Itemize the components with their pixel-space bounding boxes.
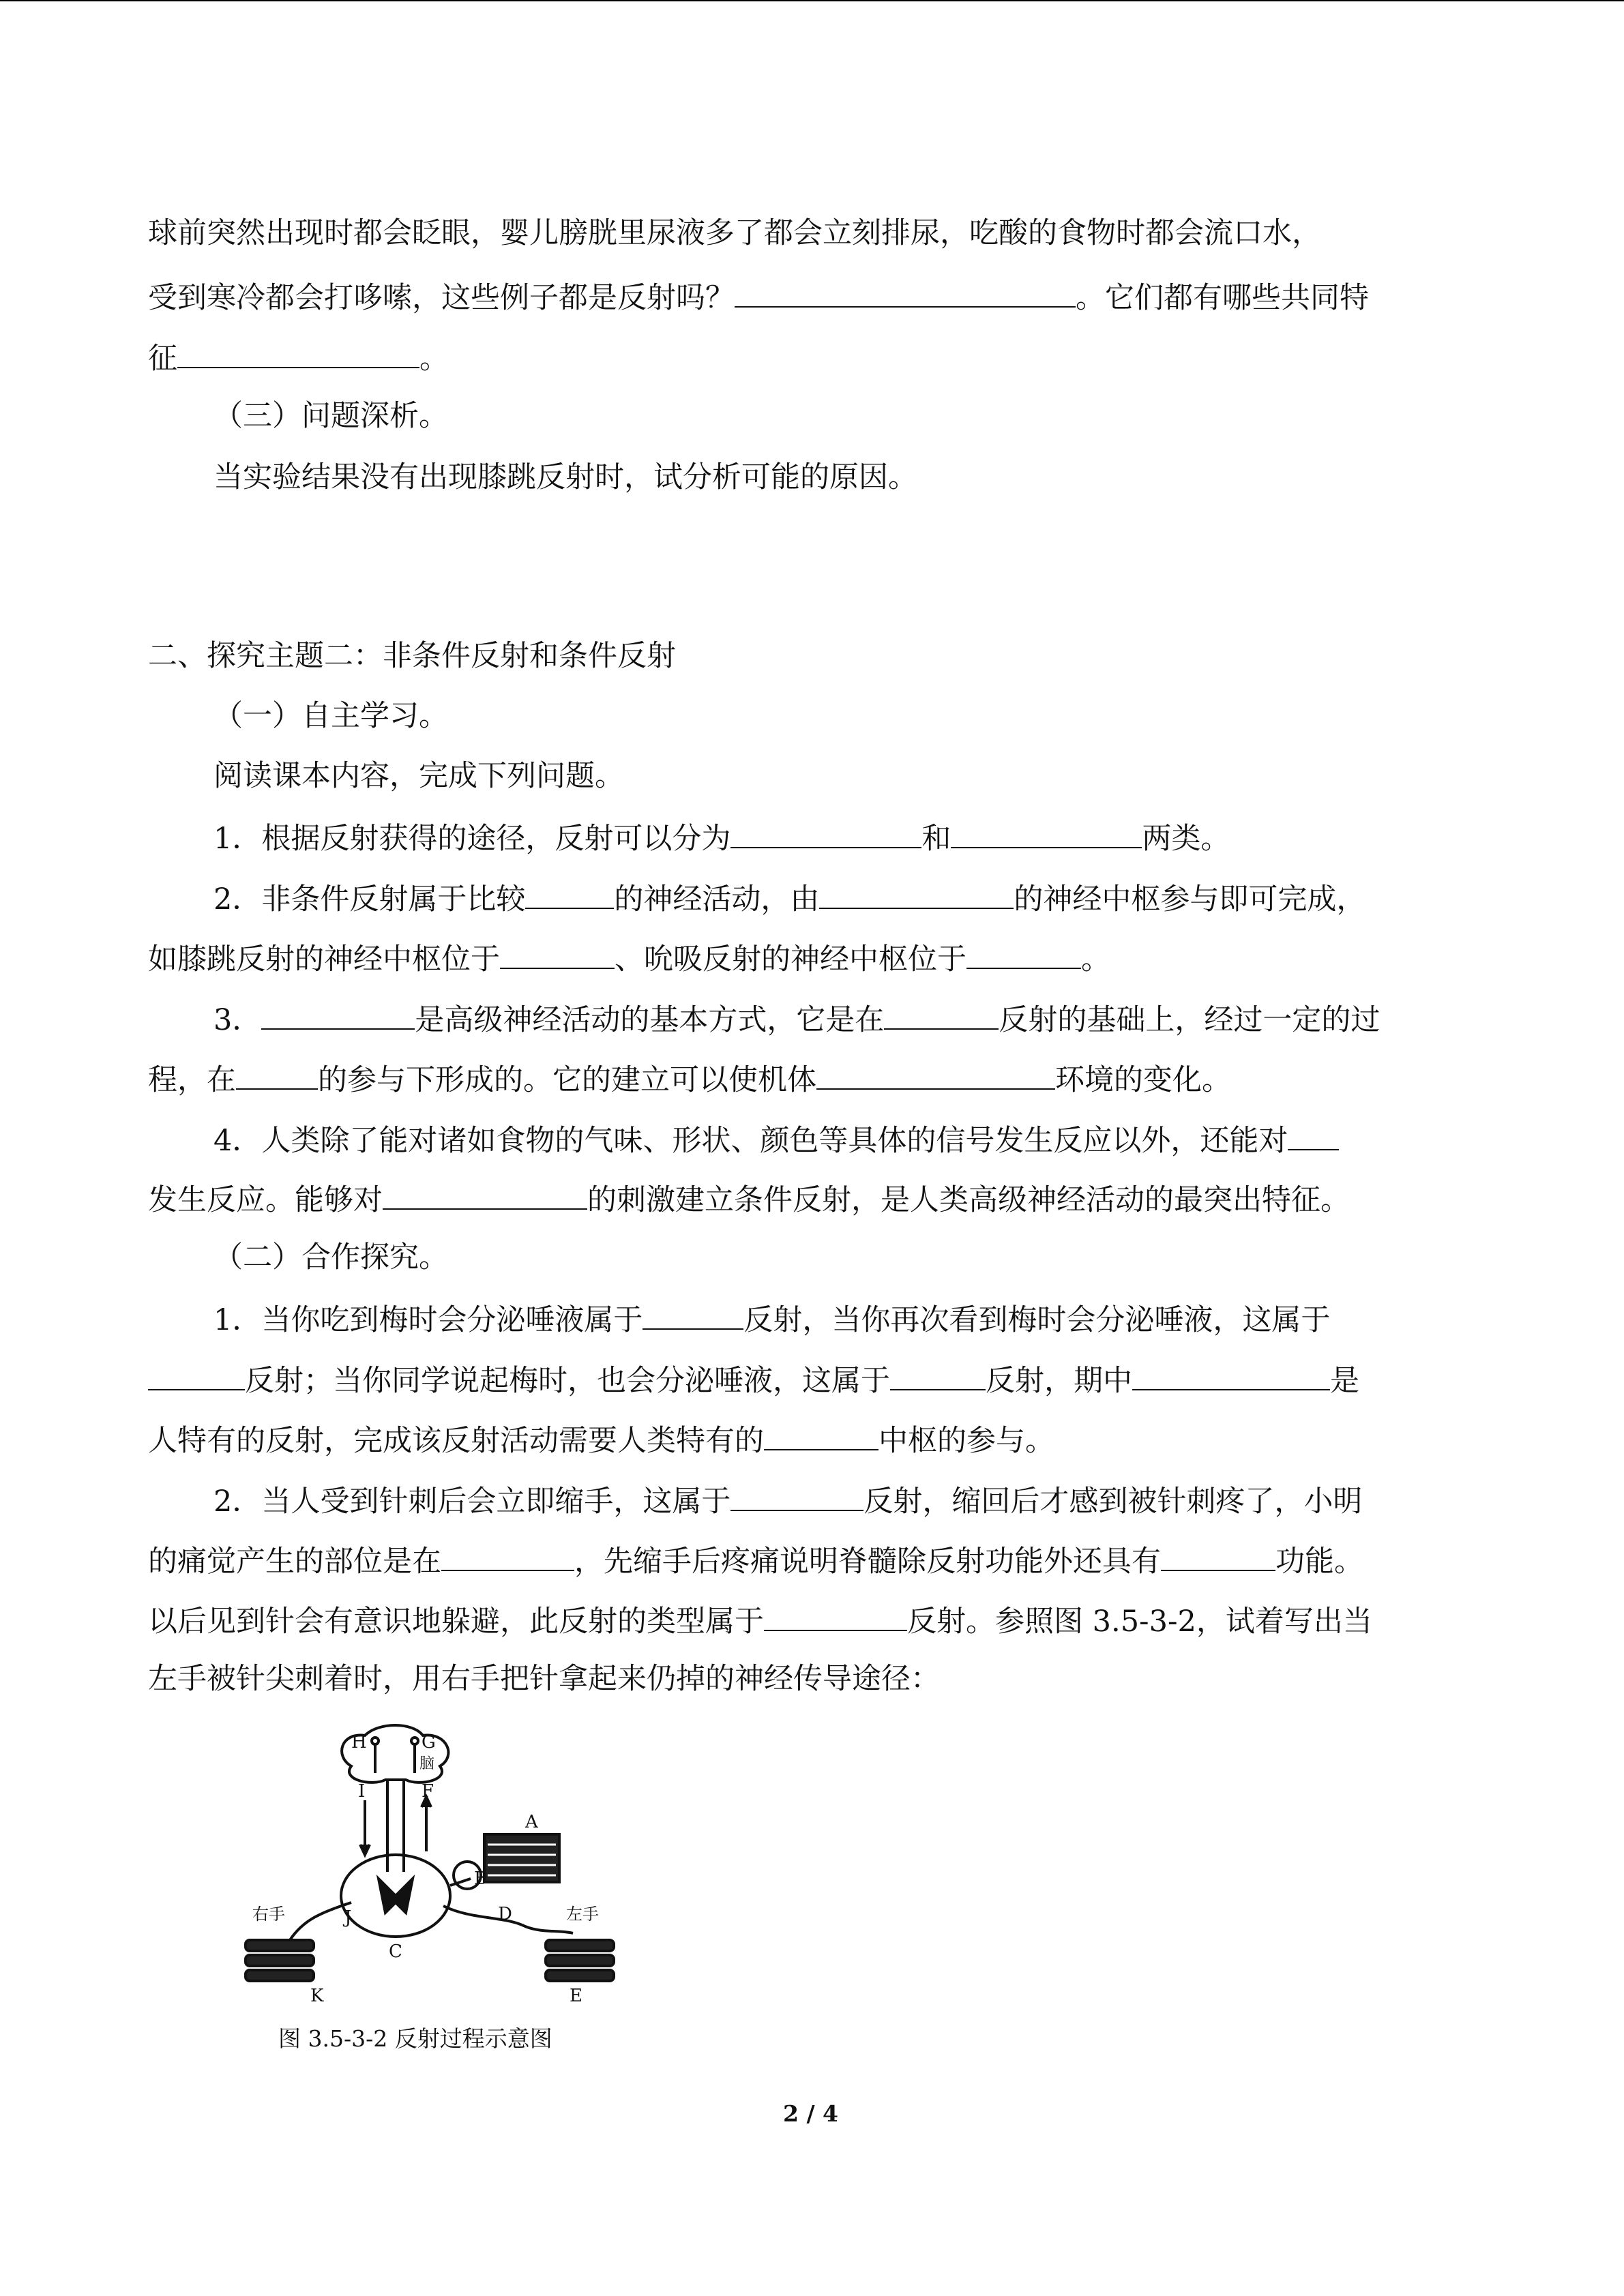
arrow-i-head: [360, 1845, 370, 1855]
label-g: G: [422, 1732, 436, 1753]
page-number: 2 / 4: [783, 2100, 838, 2127]
text: 1．根据反射获得的途径，反射可以分为: [213, 822, 731, 856]
paragraph-line: [213, 756, 1544, 796]
nerve-j: [290, 1903, 351, 1940]
question-3-cont: [148, 1057, 1478, 1101]
label-h: H: [351, 1732, 367, 1753]
reflex-diagram: [239, 1715, 648, 2029]
answer-blank[interactable]: [1288, 1118, 1339, 1150]
answer-blank[interactable]: [236, 1057, 318, 1090]
coop-question-1-cont: [148, 1358, 1478, 1401]
text: 左手被针尖刺着时，用右手把针拿起来仍掉的神经传导途径：: [148, 1662, 940, 1696]
question-4: [213, 1118, 1544, 1161]
text: 反射，当你再次看到梅时会分泌唾液，这属于: [743, 1303, 1331, 1337]
label-e: E: [570, 1986, 582, 2006]
answer-blank[interactable]: [261, 997, 415, 1030]
figure-caption: 图 3.5-3-2 反射过程示意图: [278, 2025, 552, 2052]
coop-question-1: [213, 1297, 1544, 1341]
text: （二）合作探究。: [213, 1240, 448, 1274]
question-2: [213, 876, 1544, 920]
text: 2．当人受到针刺后会立即缩手，这属于: [213, 1485, 731, 1519]
label-j: J: [344, 1907, 352, 1928]
answer-blank[interactable]: [735, 275, 1076, 308]
text: 发生反应。能够对: [148, 1183, 383, 1217]
text: 的参与下形成的。它的建立可以使机体: [318, 1063, 816, 1097]
text: 3．: [213, 1003, 262, 1037]
text: 中枢的参与。: [879, 1424, 1054, 1458]
text: 当实验结果没有出现膝跳反射时，试分析可能的原因。: [213, 460, 917, 494]
text: ，先缩手后疼痛说明脊髓除反射功能外还具有: [574, 1545, 1161, 1579]
text: 的神经活动，由: [614, 882, 820, 916]
answer-blank[interactable]: [816, 1057, 1055, 1090]
neuron-node: [372, 1738, 379, 1744]
text: 球前突然出现时都会眨眼，婴儿膀胱里尿液多了都会立刻排尿，吃酸的食物时都会流口水，: [148, 216, 1321, 250]
question-4-cont: [148, 1177, 1478, 1221]
text: 2．非条件反射属于比较: [213, 882, 526, 916]
text: 阅读课本内容，完成下列问题。: [213, 759, 624, 793]
text: 功能。: [1275, 1545, 1363, 1579]
answer-blank[interactable]: [643, 1297, 743, 1330]
grey-matter: [379, 1879, 413, 1913]
label-k: K: [310, 1986, 324, 2006]
label-i: I: [358, 1781, 366, 1802]
text: 以后见到针会有意识地躲避，此反射的类型属于: [148, 1605, 764, 1639]
label-d: D: [498, 1904, 512, 1924]
text: （一）自主学习。: [213, 699, 448, 733]
neuron-node: [411, 1738, 418, 1744]
text: 是: [1330, 1364, 1359, 1398]
text: 二、探究主题二：非条件反射和条件反射: [148, 639, 676, 673]
label-left-hand: 左手: [566, 1905, 599, 1924]
text: 的神经中枢参与即可完成，: [1014, 882, 1366, 916]
right-hand-k: [246, 1940, 314, 1981]
top-border: [0, 0, 1624, 1]
answer-blank[interactable]: [525, 876, 614, 909]
text: 环境的变化。: [1055, 1063, 1231, 1097]
coop-question-2-cont: [148, 1598, 1478, 1642]
label-b: B: [474, 1868, 488, 1889]
answer-blank[interactable]: [890, 1358, 986, 1390]
question-3: [213, 997, 1544, 1041]
question-2-cont: [148, 936, 1478, 980]
question-1: [213, 816, 1544, 859]
text: 、吮吸反射的神经中枢位于: [615, 942, 966, 976]
coop-question-1-cont: [148, 1418, 1478, 1461]
label-a: A: [525, 1812, 538, 1832]
text: 程，在: [148, 1063, 236, 1097]
answer-blank[interactable]: [764, 1418, 879, 1450]
text: 4．人类除了能对诸如食物的气味、形状、颜色等具体的信号发生反应以外，还能对: [213, 1124, 1288, 1158]
paragraph-line: [213, 457, 1544, 498]
text: 的刺激建立条件反射，是人类高级神经活动的最突出特征。: [587, 1183, 1350, 1217]
paragraph-line: [148, 275, 1478, 318]
answer-blank[interactable]: [177, 336, 419, 368]
answer-blank[interactable]: [1161, 1538, 1275, 1571]
text: 人特有的反射，完成该反射活动需要人类特有的: [148, 1424, 764, 1458]
text: 。: [1081, 942, 1110, 976]
coop-question-2: [213, 1478, 1544, 1522]
text: 是高级神经活动的基本方式，它是在: [415, 1003, 885, 1037]
text: 1．当你吃到梅时会分泌唾液属于: [213, 1303, 643, 1337]
answer-blank[interactable]: [730, 1478, 863, 1511]
answer-blank[interactable]: [383, 1177, 587, 1210]
section-heading: [213, 1237, 1544, 1278]
paragraph-line: [148, 213, 1478, 254]
text: （三）问题深析。: [213, 399, 448, 433]
text: 和: [921, 822, 951, 856]
answer-blank[interactable]: [441, 1538, 574, 1571]
spinal-cord: [387, 1780, 404, 1872]
answer-blank[interactable]: [884, 997, 999, 1030]
answer-blank[interactable]: [1132, 1358, 1330, 1390]
answer-blank[interactable]: [500, 936, 615, 969]
text: 反射的基础上，经过一定的过: [999, 1003, 1381, 1037]
text: 。它们都有哪些共同特: [1076, 281, 1369, 315]
text: 。: [419, 342, 449, 376]
text: 反射，缩回后才感到被针刺疼了，小明: [863, 1485, 1363, 1519]
section-heading: [148, 636, 1478, 676]
text: 反射；当你同学说起梅时，也会分泌唾液，这属于: [245, 1364, 890, 1398]
text: 反射，期中: [986, 1364, 1132, 1398]
label-c: C: [389, 1941, 402, 1962]
text: 如膝跳反射的神经中枢位于: [148, 942, 500, 976]
text: 征: [148, 342, 177, 376]
text: 两类。: [1142, 822, 1230, 856]
label-f: F: [422, 1781, 434, 1802]
answer-blank[interactable]: [730, 816, 921, 848]
answer-blank[interactable]: [148, 1358, 245, 1390]
section-heading: [213, 696, 1544, 736]
paragraph-line: [148, 336, 1478, 379]
answer-blank[interactable]: [951, 816, 1142, 848]
answer-blank[interactable]: [819, 876, 1014, 909]
answer-blank[interactable]: [966, 936, 1081, 969]
answer-blank[interactable]: [764, 1598, 907, 1631]
text: 受到寒冷都会打哆嗦，这些例子都是反射吗？: [148, 281, 735, 315]
label-right-hand: 右手: [252, 1905, 285, 1924]
label-brain: 脑: [419, 1755, 435, 1772]
text: 反射。参照图 3.5-3-2，试着写出当: [907, 1605, 1372, 1639]
left-hand-e: [546, 1940, 614, 1981]
coop-question-2-cont: [148, 1538, 1478, 1582]
coop-question-2-cont: [148, 1658, 1478, 1699]
text: 的痛觉产生的部位是在: [148, 1545, 441, 1579]
section-heading: [213, 396, 1544, 436]
